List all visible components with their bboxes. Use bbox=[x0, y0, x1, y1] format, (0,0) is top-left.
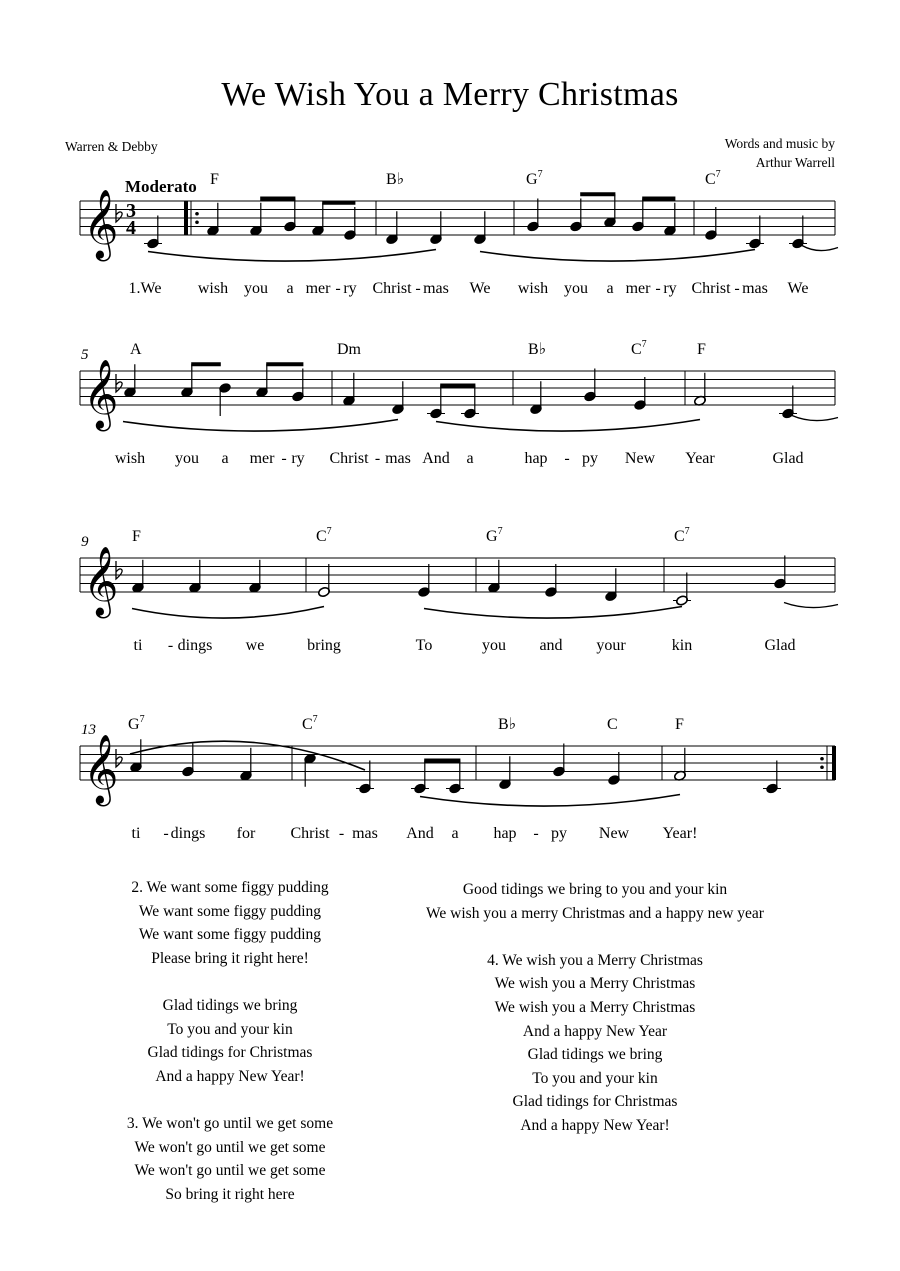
chord-symbol bbox=[607, 716, 618, 733]
repeat-dot bbox=[820, 765, 824, 769]
repeat-end-thick-bar bbox=[832, 746, 836, 780]
verse-line: Glad tidings we bring bbox=[162, 996, 298, 1014]
chord-root: G bbox=[128, 716, 140, 733]
chord-extension: 7 bbox=[139, 714, 145, 725]
slur bbox=[132, 607, 324, 619]
lyric-syllable: a bbox=[466, 450, 474, 467]
lyric-hyphen: - bbox=[335, 280, 341, 297]
chord-extension: 7 bbox=[312, 714, 318, 725]
chord-symbol bbox=[697, 341, 706, 358]
chord-symbol bbox=[130, 341, 142, 358]
staff-system bbox=[80, 714, 836, 842]
chord-symbol bbox=[631, 339, 647, 358]
lyric-hyphen: - bbox=[655, 280, 661, 297]
note bbox=[446, 761, 464, 795]
note bbox=[705, 207, 718, 241]
note bbox=[207, 203, 220, 237]
chord-root: C bbox=[607, 716, 618, 733]
verse-line: We want some figgy pudding bbox=[138, 902, 322, 920]
lyric-hyphen: - bbox=[415, 280, 421, 297]
lyric-syllable: you bbox=[244, 280, 268, 297]
chord-symbol bbox=[302, 714, 318, 733]
song-title: We Wish You a Merry Christmas bbox=[221, 76, 679, 113]
staff-system bbox=[80, 339, 838, 467]
note bbox=[774, 556, 787, 590]
verse-line: 2. We want some figgy pudding bbox=[131, 879, 329, 896]
verse-line: Glad tidings for Christmas bbox=[512, 1093, 678, 1111]
chord-root: B♭ bbox=[528, 341, 547, 358]
chord-root: F bbox=[675, 716, 684, 733]
chord-symbol bbox=[674, 526, 690, 545]
note bbox=[430, 211, 443, 245]
lyric-syllable: New bbox=[598, 825, 630, 842]
time-signature-bottom: 4 bbox=[126, 217, 136, 239]
note bbox=[343, 373, 356, 407]
lyric-syllable: wish bbox=[517, 280, 549, 297]
tie bbox=[792, 416, 838, 421]
lyric-syllable: py bbox=[551, 825, 567, 842]
chord-symbol bbox=[528, 341, 546, 358]
lyric-hyphen: - bbox=[533, 825, 539, 842]
verse-line: 4. We wish you a Merry Christmas bbox=[487, 951, 703, 969]
verse-line: Glad tidings for Christmas bbox=[147, 1044, 313, 1062]
lyric-syllable: ry bbox=[291, 450, 305, 467]
verse-line: So bring it right here bbox=[165, 1185, 295, 1203]
chord-symbol bbox=[486, 526, 503, 545]
arranger-credit: Warren & Debby bbox=[65, 139, 158, 154]
lyric-syllable: Christ bbox=[691, 280, 731, 297]
lyric-syllable: And bbox=[406, 825, 434, 842]
lyric-syllable: Year bbox=[685, 450, 715, 467]
note bbox=[219, 382, 232, 416]
lyric-syllable: mer bbox=[625, 280, 651, 297]
lyric-syllable: your bbox=[596, 637, 626, 654]
slur bbox=[480, 250, 755, 262]
verse-line: We wish you a Merry Christmas bbox=[494, 975, 696, 993]
lyric-syllable: We bbox=[469, 280, 491, 297]
verse-spacer bbox=[405, 925, 785, 949]
lyric-syllable: py bbox=[582, 450, 598, 467]
lyric-syllable: mer bbox=[305, 280, 331, 297]
note bbox=[124, 364, 137, 398]
lyric-syllable: mas bbox=[423, 280, 449, 297]
note bbox=[189, 560, 202, 594]
lyric-syllable: a bbox=[221, 450, 229, 467]
note bbox=[312, 203, 325, 237]
chord-root: A bbox=[130, 341, 142, 358]
verses-left-column bbox=[90, 876, 370, 1206]
verse-spacer bbox=[90, 970, 370, 994]
verse-line: Glad tidings we bring bbox=[527, 1046, 663, 1064]
lyric-syllable: mer bbox=[249, 450, 275, 467]
lyric-syllable: 1.We bbox=[128, 280, 162, 297]
chord-symbol bbox=[498, 716, 516, 733]
tie bbox=[784, 603, 838, 608]
measure-number: 9 bbox=[81, 534, 89, 550]
chord-extension: 7 bbox=[497, 526, 503, 537]
chord-extension: 7 bbox=[641, 339, 647, 350]
lyric-syllable: a bbox=[606, 280, 614, 297]
chord-root: C bbox=[316, 528, 327, 545]
lyric-syllable: you bbox=[175, 450, 199, 467]
verse-spacer bbox=[90, 1088, 370, 1112]
lyric-syllable: Christ bbox=[290, 825, 330, 842]
time-signature-top: 3 bbox=[126, 200, 136, 222]
note bbox=[182, 744, 195, 778]
chord-extension: 7 bbox=[684, 526, 690, 537]
chord-root: B♭ bbox=[498, 716, 517, 733]
slur bbox=[148, 250, 436, 262]
repeat-dot bbox=[820, 757, 824, 761]
note bbox=[746, 216, 764, 250]
lyric-syllable: wish bbox=[197, 280, 229, 297]
note bbox=[461, 386, 479, 420]
chord-symbol bbox=[526, 169, 543, 188]
lyric-syllable: Glad bbox=[772, 450, 804, 467]
verse-line: To you and your kin bbox=[532, 1069, 658, 1087]
lyric-syllable: hap bbox=[524, 450, 548, 467]
treble-clef-icon: 𝄞 bbox=[83, 359, 119, 429]
note bbox=[132, 560, 145, 594]
lyric-syllable: you bbox=[482, 637, 506, 654]
lyric-syllable: New bbox=[624, 450, 656, 467]
note bbox=[488, 560, 501, 594]
chord-root: Dm bbox=[337, 341, 361, 358]
tempo-marking: Moderato bbox=[125, 177, 197, 196]
note bbox=[664, 203, 677, 237]
chord-symbol bbox=[705, 169, 721, 188]
verse-line: We wish you a Merry Christmas bbox=[494, 998, 696, 1016]
verse-line: We won't go until we get some bbox=[134, 1162, 326, 1180]
chord-root: F bbox=[210, 171, 219, 188]
note bbox=[694, 373, 707, 407]
chord-symbol bbox=[386, 171, 404, 188]
note bbox=[292, 369, 305, 403]
verse-line: And a happy New Year! bbox=[155, 1067, 305, 1085]
verses-right-column bbox=[405, 878, 785, 1138]
chord-root: C bbox=[674, 528, 685, 545]
note bbox=[545, 564, 558, 598]
lyric-syllable: To bbox=[415, 637, 433, 654]
note bbox=[427, 386, 445, 420]
lyric-syllable: And bbox=[422, 450, 450, 467]
note bbox=[356, 761, 374, 795]
chord-root: G bbox=[526, 171, 538, 188]
lyric-hyphen: - bbox=[734, 280, 740, 297]
lyric-hyphen: - bbox=[374, 450, 381, 467]
lyric-syllable: dings bbox=[177, 637, 213, 654]
note bbox=[570, 199, 583, 233]
chord-symbol bbox=[132, 528, 141, 545]
repeat-dot bbox=[195, 212, 199, 216]
repeat-start-thick-bar bbox=[184, 201, 188, 235]
slur bbox=[420, 795, 680, 807]
chord-root: C bbox=[705, 171, 716, 188]
lyric-syllable: kin bbox=[671, 637, 693, 654]
note bbox=[130, 739, 143, 773]
treble-clef-icon: 𝄞 bbox=[83, 189, 119, 259]
chord-root: B♭ bbox=[386, 171, 405, 188]
note bbox=[584, 369, 597, 403]
treble-clef-icon: 𝄞 bbox=[83, 546, 119, 616]
lyric-syllable: ti bbox=[131, 825, 141, 842]
composer-line: Words and music by bbox=[724, 136, 835, 151]
lyric-syllable: for bbox=[236, 825, 256, 842]
chord-symbol bbox=[128, 714, 145, 733]
verse-line: And a happy New Year! bbox=[520, 1116, 670, 1134]
chord-symbol bbox=[210, 171, 219, 188]
measure-number: 13 bbox=[81, 722, 96, 738]
note bbox=[344, 207, 357, 241]
chord-root: C bbox=[302, 716, 313, 733]
measure-number: 5 bbox=[81, 347, 89, 363]
lyric-syllable: hap bbox=[493, 825, 517, 842]
note bbox=[181, 364, 194, 398]
verse-line: And a happy New Year bbox=[522, 1022, 668, 1040]
lyric-syllable: wish bbox=[114, 450, 146, 467]
note bbox=[604, 194, 617, 228]
chord-root: G bbox=[486, 528, 498, 545]
chord-extension: 7 bbox=[326, 526, 332, 537]
chord-extension: 7 bbox=[537, 169, 543, 180]
tie bbox=[802, 246, 838, 251]
lyric-hyphen: - bbox=[281, 450, 287, 467]
chord-root: F bbox=[697, 341, 706, 358]
lyric-syllable: Christ bbox=[329, 450, 369, 467]
lyric-syllable: and bbox=[539, 637, 563, 654]
note bbox=[304, 753, 317, 787]
verse-line: Good tidings we bring to you and your kin bbox=[462, 881, 728, 898]
note bbox=[250, 203, 263, 237]
note bbox=[632, 199, 645, 233]
chord-symbol bbox=[316, 526, 332, 545]
lyric-syllable: a bbox=[451, 825, 459, 842]
note bbox=[256, 364, 269, 398]
lyric-syllable: ry bbox=[663, 280, 677, 297]
note bbox=[411, 761, 429, 795]
staff-system bbox=[80, 526, 838, 654]
lyric-hyphen: - bbox=[338, 825, 345, 842]
lyric-syllable: Year! bbox=[662, 825, 698, 842]
lyric-syllable: we bbox=[245, 637, 265, 654]
lyric-syllable: mas bbox=[385, 450, 411, 467]
treble-clef-icon: 𝄞 bbox=[83, 734, 119, 804]
note bbox=[779, 386, 797, 420]
note bbox=[318, 564, 331, 598]
note bbox=[605, 568, 618, 602]
lyric-hyphen: - bbox=[167, 637, 174, 654]
note bbox=[763, 761, 781, 795]
lyric-syllable: ry bbox=[343, 280, 357, 297]
staff-system bbox=[80, 169, 838, 297]
note bbox=[527, 199, 540, 233]
lyric-hyphen: - bbox=[564, 450, 570, 467]
verse-line: To you and your kin bbox=[167, 1020, 293, 1038]
lyric-syllable: We bbox=[787, 280, 809, 297]
note bbox=[418, 564, 431, 598]
lyric-syllable: mas bbox=[352, 825, 378, 842]
chord-symbol bbox=[337, 341, 362, 358]
note bbox=[530, 381, 543, 415]
note bbox=[386, 211, 399, 245]
chord-root: F bbox=[132, 528, 141, 545]
verse-line: 3. We won't go until we get some bbox=[126, 1114, 334, 1132]
chord-symbol bbox=[675, 716, 684, 733]
slur bbox=[123, 420, 398, 432]
lyric-syllable: you bbox=[564, 280, 588, 297]
lyric-syllable: dings bbox=[170, 825, 206, 842]
lyric-syllable: mas bbox=[742, 280, 768, 297]
note bbox=[673, 573, 691, 607]
note bbox=[474, 211, 487, 245]
verse-line: We won't go until we get some bbox=[134, 1138, 326, 1156]
chord-root: C bbox=[631, 341, 642, 358]
note bbox=[392, 381, 405, 415]
note bbox=[499, 756, 512, 790]
lyric-syllable: bring bbox=[307, 637, 341, 654]
slur bbox=[424, 607, 682, 619]
lyric-syllable: a bbox=[286, 280, 294, 297]
verse-line: We wish you a merry Christmas and a happy new year bbox=[426, 904, 764, 922]
verse-line: We want some figgy pudding bbox=[138, 926, 322, 944]
note bbox=[674, 748, 687, 782]
verse-line: Please bring it right here! bbox=[151, 949, 309, 967]
note bbox=[249, 560, 262, 594]
slur bbox=[436, 420, 700, 432]
note bbox=[144, 216, 162, 250]
lyric-syllable: Christ bbox=[372, 280, 412, 297]
lyric-syllable: ti bbox=[133, 637, 143, 654]
note bbox=[284, 199, 297, 233]
note bbox=[789, 216, 807, 250]
lyric-hyphen: - bbox=[163, 825, 169, 842]
note bbox=[553, 744, 566, 778]
repeat-dot bbox=[195, 220, 199, 224]
note bbox=[240, 748, 253, 782]
composer-line: Arthur Warrell bbox=[755, 155, 835, 170]
note bbox=[608, 752, 621, 786]
lyric-syllable: Glad bbox=[764, 637, 796, 654]
chord-extension: 7 bbox=[715, 169, 721, 180]
note bbox=[634, 377, 647, 411]
